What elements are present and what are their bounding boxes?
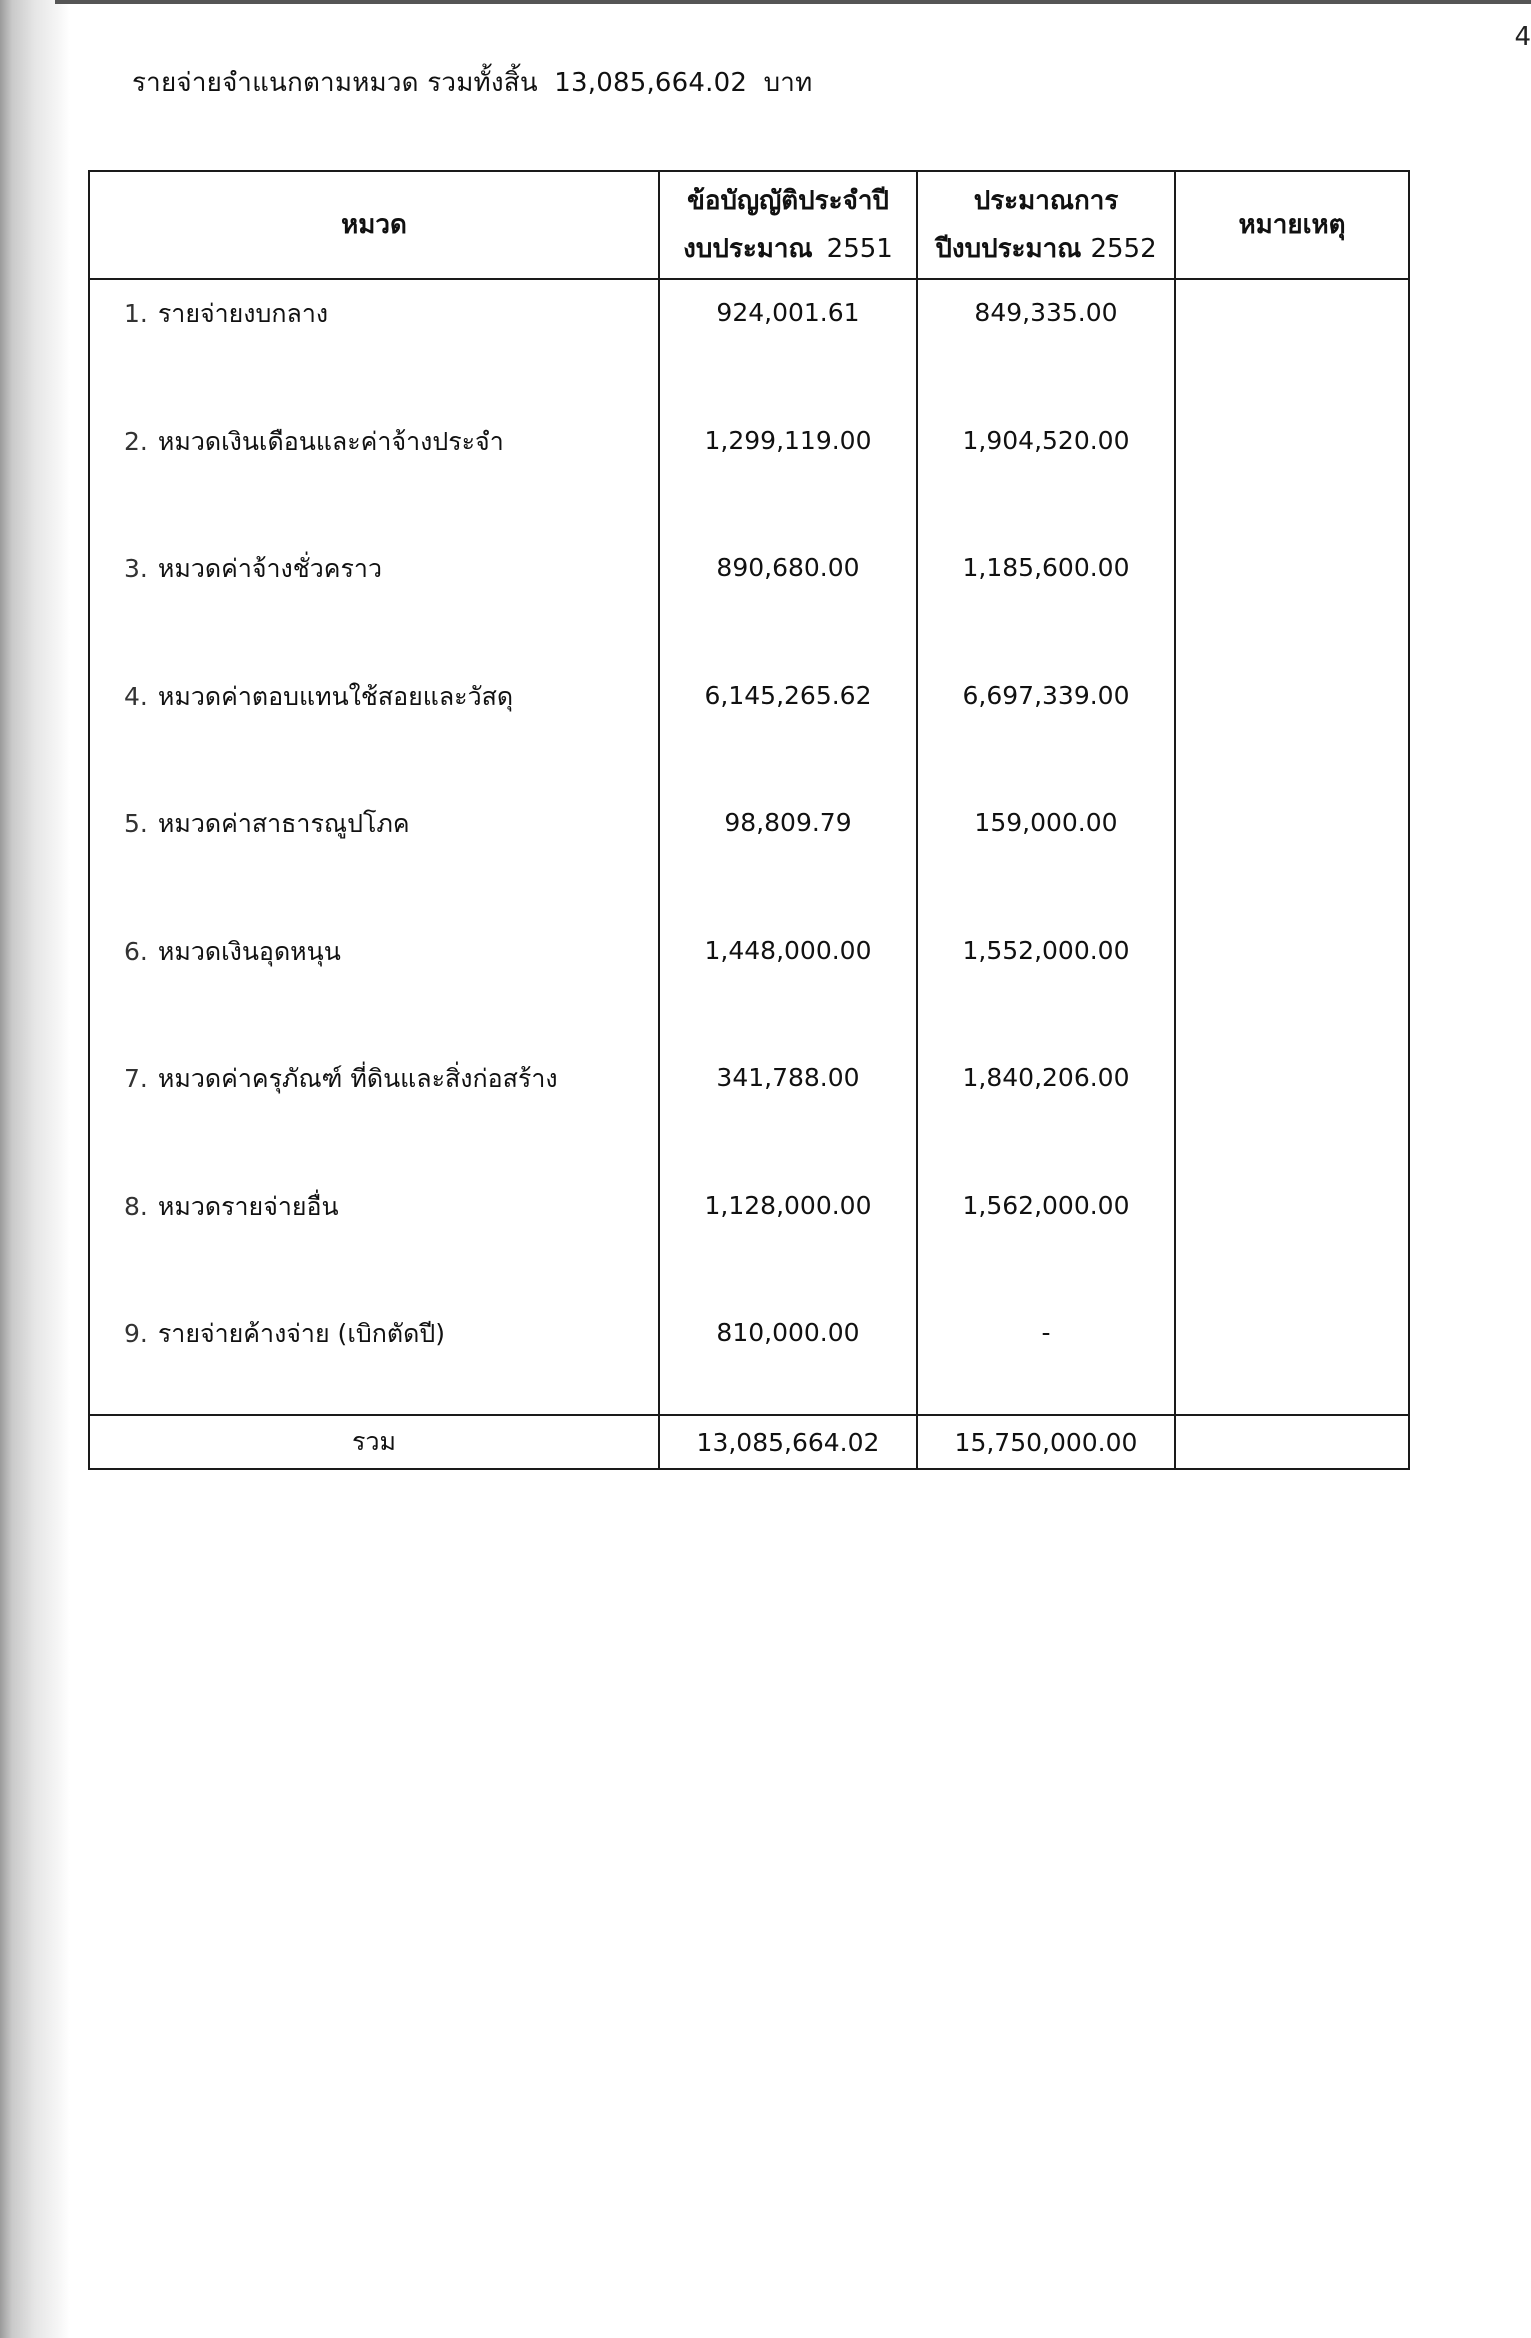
- estimate-2552-cell: 849,335.00: [917, 279, 1175, 408]
- remark-cell: [1175, 790, 1409, 918]
- estimate-2552-cell: 1,904,520.00: [917, 408, 1175, 536]
- header-budget-2551: [659, 171, 917, 279]
- category-label: หมวดเงินอุดหนุน: [157, 936, 341, 966]
- category-cell: [89, 918, 659, 1046]
- page-top-edge: [55, 0, 1531, 4]
- remark-cell: [1175, 663, 1409, 791]
- header-estimate-2552: [917, 171, 1175, 279]
- category-cell: [89, 790, 659, 918]
- estimate-2552-cell: 1,562,000.00: [917, 1173, 1175, 1301]
- header-estimate-line2: [918, 225, 1174, 273]
- estimate-2552-cell: 6,697,339.00: [917, 663, 1175, 791]
- row-index: 5.: [124, 809, 148, 838]
- summary-label: รายจ่ายจำแนกตามหมวด รวมทั้งสิ้น: [132, 68, 538, 98]
- row-index: 6.: [124, 936, 148, 966]
- category-cell: [89, 1173, 659, 1301]
- budget-2551-cell: 1,448,000.00: [659, 918, 917, 1046]
- header-estimate-label: ปีงบประมาณ: [935, 234, 1082, 264]
- category-cell: [89, 1045, 659, 1173]
- category-label: หมวดค่าครุภัณฑ์ ที่ดินและสิ่งก่อสร้าง: [157, 1064, 558, 1093]
- header-estimate-year: 2552: [1090, 234, 1157, 264]
- table-row: [89, 408, 1409, 536]
- total-budget-2551: 13,085,664.02: [659, 1415, 917, 1469]
- table-header-row: [89, 171, 1409, 279]
- table-row: [89, 279, 1409, 408]
- category-label: รายจ่ายงบกลาง: [157, 299, 329, 328]
- budget-table: [88, 170, 1410, 1470]
- category-cell: [89, 663, 659, 791]
- table-row: [89, 1173, 1409, 1301]
- total-estimate-2552: 15,750,000.00: [917, 1415, 1175, 1469]
- category-cell: [89, 408, 659, 536]
- table-row: [89, 663, 1409, 791]
- remark-cell: [1175, 1300, 1409, 1415]
- row-index: 1.: [124, 299, 148, 328]
- header-category: หมวด: [89, 171, 659, 279]
- budget-2551-cell: 1,128,000.00: [659, 1173, 917, 1301]
- table-row: [89, 790, 1409, 918]
- total-row: [89, 1415, 1409, 1469]
- remark-cell: [1175, 279, 1409, 408]
- budget-2551-cell: 1,299,119.00: [659, 408, 917, 536]
- header-budget-line1: ข้อบัญญัติประจำปี: [687, 186, 889, 216]
- header-budget-label: งบประมาณ: [683, 234, 813, 264]
- row-index: 3.: [124, 554, 148, 583]
- category-cell: [89, 279, 659, 408]
- budget-2551-cell: 890,680.00: [659, 535, 917, 663]
- category-cell: [89, 1300, 659, 1415]
- budget-2551-cell: 924,001.61: [659, 279, 917, 408]
- table-row: [89, 535, 1409, 663]
- summary-amount: 13,085,664.02: [554, 68, 748, 98]
- row-index: 2.: [124, 426, 148, 456]
- estimate-2552-cell: 1,840,206.00: [917, 1045, 1175, 1173]
- budget-2551-cell: 810,000.00: [659, 1300, 917, 1415]
- category-label: หมวดรายจ่ายอื่น: [157, 1191, 339, 1221]
- category-label: หมวดเงินเดือนและค่าจ้างประจำ: [157, 426, 504, 456]
- remark-cell: [1175, 918, 1409, 1046]
- budget-2551-cell: 6,145,265.62: [659, 663, 917, 791]
- row-index: 7.: [124, 1064, 148, 1093]
- category-label: รายจ่ายค้างจ่าย (เบิกตัดปี): [157, 1319, 445, 1348]
- total-remark-cell: [1175, 1415, 1409, 1469]
- row-index: 8.: [124, 1191, 148, 1221]
- estimate-2552-cell: 1,552,000.00: [917, 918, 1175, 1046]
- header-remarks: หมายเหตุ: [1175, 171, 1409, 279]
- remark-cell: [1175, 1173, 1409, 1301]
- row-index: 4.: [124, 681, 148, 711]
- category-label: หมวดค่าจ้างชั่วคราว: [157, 554, 382, 583]
- estimate-2552-cell: 1,185,600.00: [917, 535, 1175, 663]
- remark-cell: [1175, 535, 1409, 663]
- summary-unit: บาท: [763, 68, 813, 98]
- header-estimate-line1: ประมาณการ: [973, 186, 1119, 216]
- remark-cell: [1175, 408, 1409, 536]
- page-number: 4: [1514, 22, 1531, 52]
- scan-shadow: [0, 0, 70, 2338]
- table-row: [89, 918, 1409, 1046]
- category-cell: [89, 535, 659, 663]
- table-row: [89, 1300, 1409, 1415]
- remark-cell: [1175, 1045, 1409, 1173]
- budget-2551-cell: 98,809.79: [659, 790, 917, 918]
- summary-line: [132, 62, 820, 103]
- row-index: 9.: [124, 1319, 148, 1348]
- total-label: รวม: [89, 1415, 659, 1469]
- estimate-2552-cell: -: [917, 1300, 1175, 1415]
- header-budget-year: 2551: [826, 234, 893, 264]
- header-budget-line2: [660, 225, 916, 273]
- budget-2551-cell: 341,788.00: [659, 1045, 917, 1173]
- table-row: [89, 1045, 1409, 1173]
- category-label: หมวดค่าสาธารณูปโภค: [157, 809, 410, 838]
- estimate-2552-cell: 159,000.00: [917, 790, 1175, 918]
- category-label: หมวดค่าตอบแทนใช้สอยและวัสดุ: [157, 681, 514, 711]
